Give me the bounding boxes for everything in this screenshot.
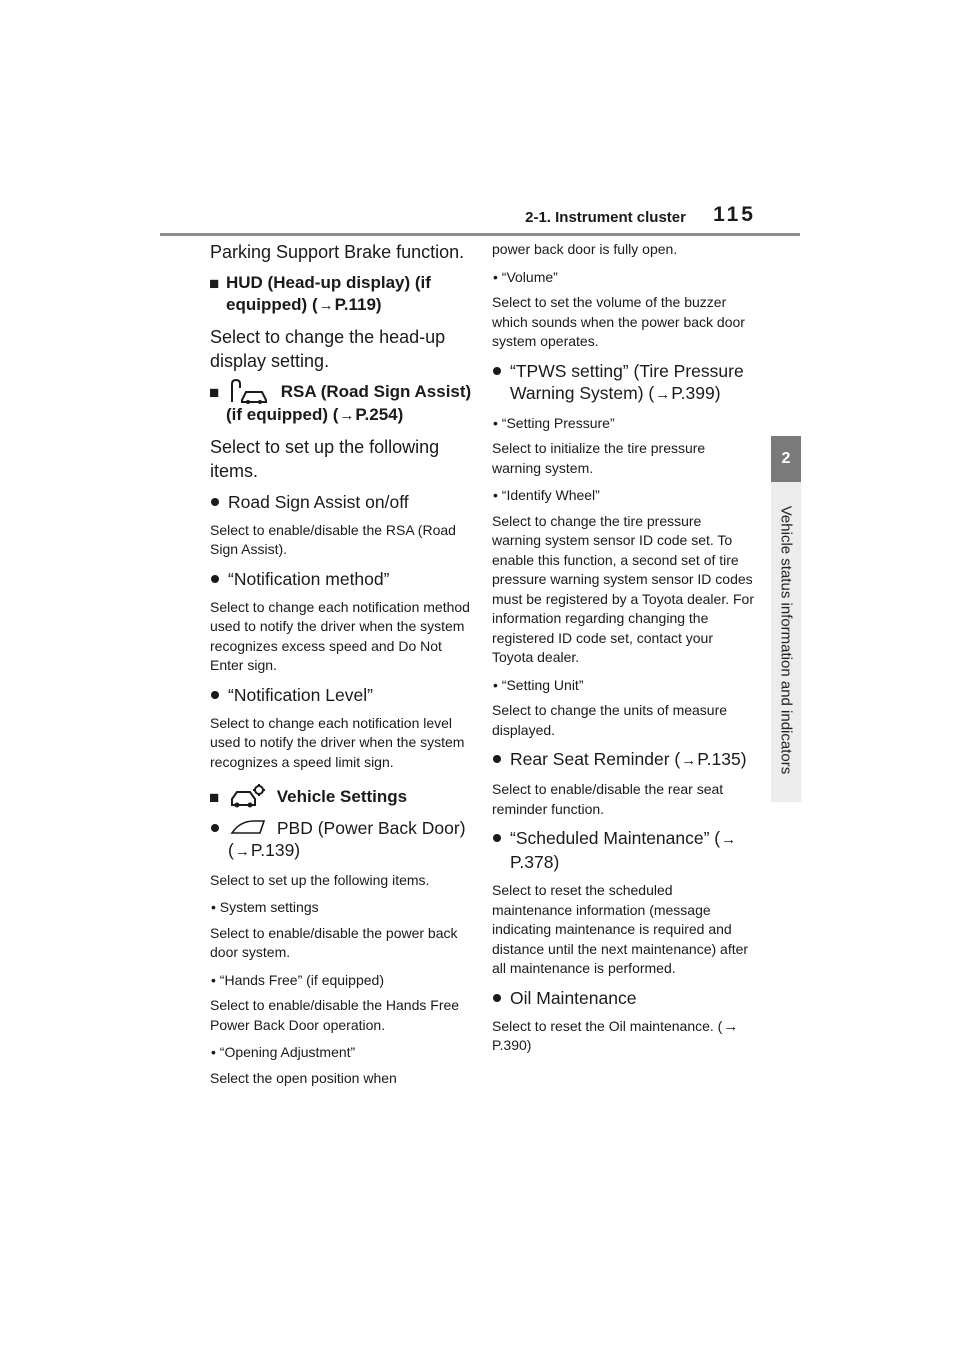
list-item-label: “Scheduled Maintenance” ( (510, 828, 721, 848)
paragraph: Select to enable/disable the RSA (Road Sign Assist). (210, 521, 456, 558)
list-item (492, 987, 754, 1009)
list-item-label: “Notification method” (228, 568, 390, 589)
hud-heading (210, 272, 472, 317)
section-title: 2-1. Instrument cluster (525, 209, 686, 226)
rsr-page-ref[interactable]: P.135) (697, 749, 747, 769)
sub-item: • “Setting Pressure” (493, 414, 615, 431)
sub-item: • “Hands Free” (if equipped) (211, 971, 384, 988)
page-number: 115 (713, 203, 756, 226)
square-bullet-icon: ■ (209, 383, 220, 402)
road-sign-assist-icon (228, 378, 272, 404)
back-door-icon (230, 817, 268, 837)
left-column (210, 240, 472, 1096)
right-arrow-icon: → (681, 752, 697, 769)
rsa-heading (210, 381, 472, 427)
bullet-icon (493, 367, 501, 375)
vehicle-settings-text: Vehicle Settings (276, 787, 408, 807)
paragraph (492, 1017, 754, 1056)
list-item-label: Road Sign Assist on/off (228, 491, 409, 512)
sub-item: • “Opening Adjustment” (211, 1044, 356, 1061)
bullet-icon (211, 575, 219, 583)
paragraph: Select to change the head-up display setting. (210, 327, 446, 371)
bullet-icon (211, 691, 219, 699)
hud-page-ref[interactable]: P.119) (334, 295, 382, 314)
header-rule (160, 233, 800, 236)
paragraph: Select to change each notification method used to notify the driver when the system recognizes excess speed and Do Not Enter sign. (210, 598, 470, 674)
pbd-label: PBD (Power Back Door) ( (228, 817, 466, 860)
paragraph: Select to change the units of measure displayed. (492, 702, 728, 738)
oil-desc: Select to reset the Oil maintenance. ( (492, 1017, 723, 1034)
list-item (210, 684, 472, 706)
paragraph: Select to reset the scheduled maintenance information (message indicating maintenance is required and distance until the next maintenance) after all maintenance is performed. (492, 882, 749, 976)
sm-page-ref[interactable]: P.378) (510, 852, 560, 872)
chapter-tab-label: Vehicle status information and indicators (777, 505, 795, 775)
right-arrow-icon: → (318, 297, 334, 314)
list-item-label: “TPWS setting” (Tire Pressure Warning System) ( (510, 360, 744, 403)
paragraph: Select to set the volume of the buzzer which sounds when the power back door system operates. (492, 294, 745, 349)
paragraph: Select to change each notification level used to notify the driver when the system recognizes a speed limit sign. (210, 714, 465, 770)
page-header (160, 200, 800, 236)
right-arrow-icon: → (655, 385, 671, 403)
list-item (492, 360, 754, 406)
right-arrow-icon: → (723, 1017, 739, 1035)
paragraph: Parking Support Brake function. (210, 242, 465, 262)
right-arrow-icon: → (234, 842, 250, 860)
tpws-page-ref[interactable]: P.399) (671, 382, 721, 403)
sub-item: • “Volume” (493, 268, 558, 285)
rsa-heading-text: RSA (Road Sign Assist) (if equipped) ( (226, 382, 472, 424)
paragraph: Select to enable/disable the rear seat reminder function. (492, 781, 724, 817)
paragraph: Select to initialize the tire pressure warning system. (492, 440, 706, 476)
paragraph: Select to enable/disable the power back door system. (210, 924, 458, 961)
right-column (492, 240, 754, 1064)
car-gear-icon (228, 783, 268, 809)
list-item (210, 817, 472, 863)
bullet-icon (493, 755, 501, 763)
right-arrow-icon: → (721, 831, 737, 848)
chapter-tab-number: 2 (771, 436, 801, 482)
bullet-icon (493, 834, 501, 842)
bullet-icon (211, 498, 219, 506)
paragraph: Select to set up the following items. (210, 871, 430, 888)
square-bullet-icon: ■ (209, 788, 220, 808)
om-page-ref[interactable]: P.390) (492, 1037, 532, 1053)
list-item (492, 748, 754, 772)
list-item-label: Rear Seat Reminder ( (510, 749, 681, 769)
bullet-icon (211, 824, 219, 832)
pbd-page-ref[interactable]: P.139) (250, 839, 301, 860)
list-item (210, 568, 472, 590)
list-item-label: “Notification Level” (228, 684, 373, 705)
paragraph: Select to change the tire pressure warning system sensor ID code set. To enable this function, a second set of tire pressure warning system sensor ID codes must be registered by a Toyota dealer. For information regarding changing the registered ID code set, contact your Toyota dealer. (492, 512, 754, 665)
paragraph: Select to set up the following items. (210, 436, 440, 481)
vehicle-settings-heading (210, 786, 472, 809)
right-arrow-icon: → (339, 406, 355, 424)
paragraph: Select to enable/disable the Hands Free Power Back Door operation. (210, 997, 460, 1033)
paragraph: Select the open position when (210, 1069, 397, 1086)
paragraph: power back door is fully open. (492, 241, 678, 257)
sub-item: • “Identify Wheel” (493, 487, 600, 503)
hud-heading-text: HUD (Head-up display) (if equipped) ( (226, 273, 431, 314)
rsa-page-ref[interactable]: P.254) (355, 404, 404, 424)
list-item (492, 827, 754, 873)
sub-item: • System settings (211, 899, 319, 916)
list-item (210, 491, 472, 513)
sub-item: • “Setting Unit” (493, 676, 584, 693)
bullet-icon (493, 994, 501, 1002)
list-item-label: Oil Maintenance (510, 987, 637, 1008)
square-bullet-icon: ■ (209, 274, 220, 293)
